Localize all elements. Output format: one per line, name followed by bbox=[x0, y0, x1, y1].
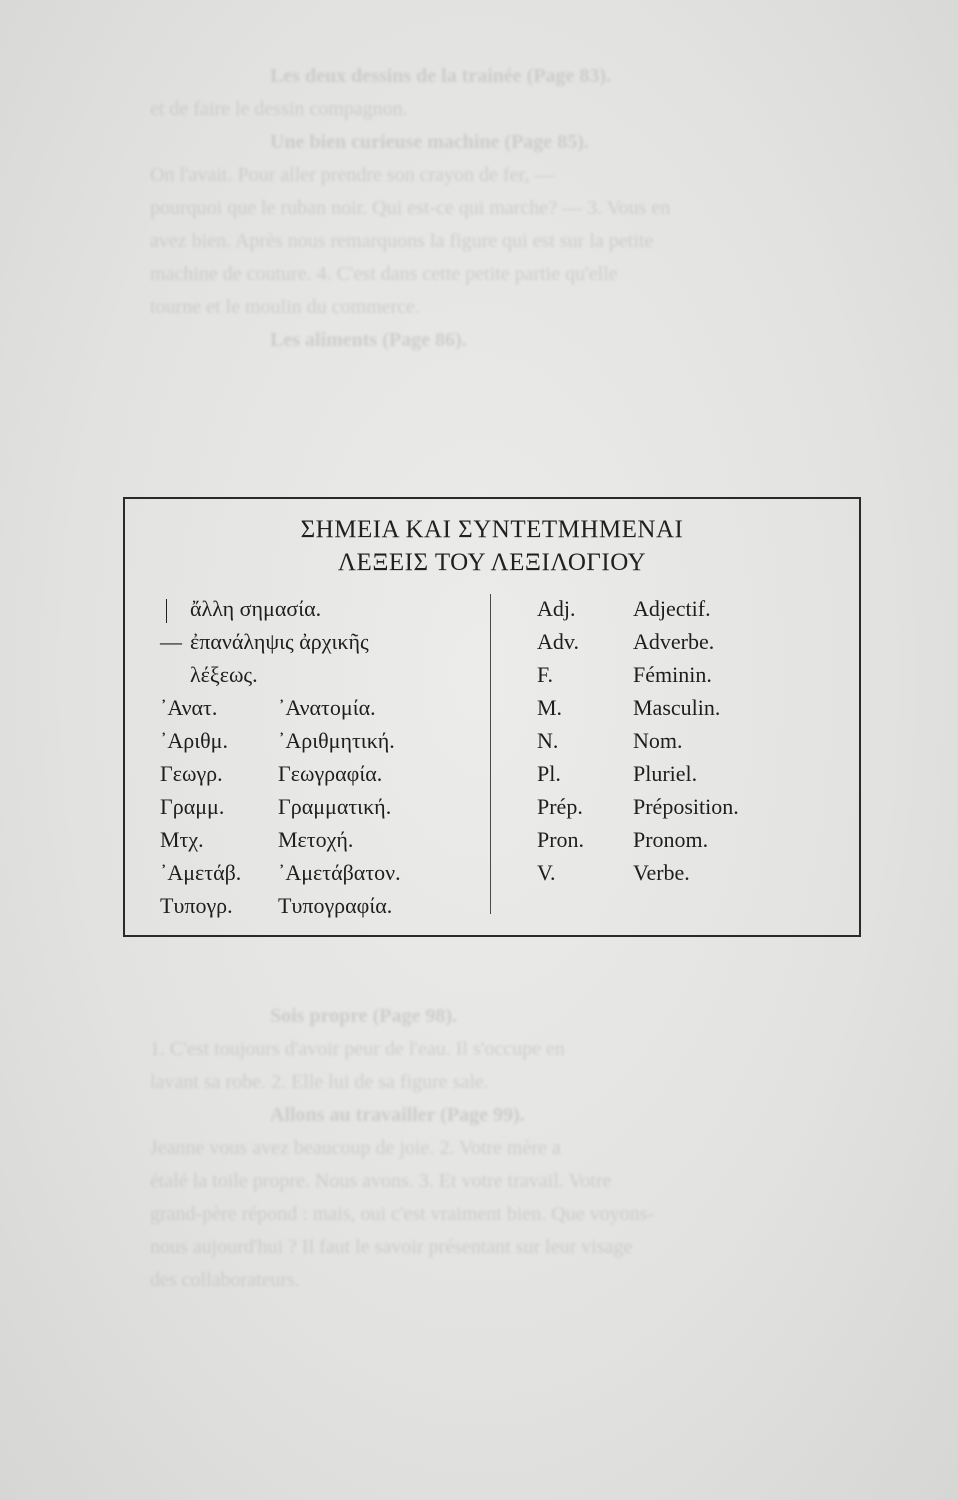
abbreviation-expansion: Nom. bbox=[633, 728, 683, 753]
abbreviation: ᾿Ανατ. bbox=[160, 695, 218, 720]
bleed-through-text-bottom bbox=[150, 1000, 890, 1297]
bleed-line: des collaborateurs. bbox=[150, 1269, 300, 1291]
abbreviation-row bbox=[160, 724, 480, 757]
abbreviations-box bbox=[123, 497, 861, 937]
bleed-line: Les deux dessins de la trainée (Page 83). bbox=[270, 65, 612, 87]
abbreviation-expansion: ᾿Αριθμητική. bbox=[278, 728, 395, 753]
bleed-line: machine de couture. 4. C'est dans cette petite partie qu'elle bbox=[150, 263, 618, 285]
bleed-line: 1. C'est toujours d'avoir peur de l'eau. Il s'occupe en bbox=[150, 1038, 565, 1060]
abbreviation-row bbox=[160, 757, 480, 790]
abbreviation-expansion: ᾿Ανατομία. bbox=[278, 695, 376, 720]
abbreviation-expansion: Verbe. bbox=[633, 860, 690, 885]
box-title-line-2: ΛΕΞΕΙΣ ΤΟΥ ΛΕΞΙΛΟΓΙΟΥ bbox=[337, 549, 647, 576]
dash-symbol: — bbox=[160, 629, 182, 654]
bleed-line: Les aliments (Page 86). bbox=[270, 329, 467, 351]
abbreviation: Μτχ. bbox=[160, 827, 204, 852]
bleed-line: étalé la toile propre. Nous avons. 3. Et votre travail. Votre bbox=[150, 1170, 612, 1192]
abbreviation: F. bbox=[537, 662, 553, 687]
abbreviation: M. bbox=[537, 695, 563, 720]
abbreviation: Τυπογρ. bbox=[160, 893, 233, 918]
abbreviation-row bbox=[537, 724, 847, 757]
abbreviation-row bbox=[537, 592, 847, 625]
bleed-line: Une bien curieuse machine (Page 85). bbox=[270, 131, 589, 153]
abbreviation: Pron. bbox=[537, 827, 585, 852]
abbreviation-row bbox=[160, 823, 480, 856]
bleed-line: nous aujourd'hui ? Il faut le savoir présentant sur leur visage bbox=[150, 1236, 633, 1258]
abbreviation-row bbox=[160, 889, 480, 922]
abbreviation-row bbox=[160, 856, 480, 889]
abbreviation: Adj. bbox=[537, 596, 576, 621]
abbreviation-expansion: Masculin. bbox=[633, 695, 721, 720]
bleed-line: lavant sa robe. 2. Elle lui de sa figure sale. bbox=[150, 1071, 489, 1093]
abbreviation-row bbox=[537, 691, 847, 724]
bleed-line: On l'avait. Pour aller prendre son crayon de fer, — bbox=[150, 164, 555, 186]
abbreviation-row bbox=[537, 757, 847, 790]
abbreviation-row bbox=[537, 856, 847, 889]
abbreviation-row bbox=[537, 823, 847, 856]
abbreviation-row bbox=[160, 691, 480, 724]
bleed-line: et de faire le dessin compagnon. bbox=[150, 98, 408, 120]
abbreviation: Γεωγρ. bbox=[160, 761, 223, 786]
abbreviation-expansion: ᾿Αμετάβατον. bbox=[278, 860, 401, 885]
bar-symbol bbox=[160, 592, 190, 625]
symbol-row bbox=[160, 625, 480, 658]
symbol-meaning: ἐπανάληψις ἀρχικῆς bbox=[190, 629, 369, 654]
abbreviation-expansion: Γραμματική. bbox=[278, 794, 392, 819]
abbreviation-expansion: Μετοχή. bbox=[278, 827, 354, 852]
bleed-line: Sois propre (Page 98). bbox=[270, 1005, 458, 1027]
bleed-through-text-top bbox=[150, 60, 890, 357]
abbreviation-expansion: Τυπογραφία. bbox=[278, 893, 393, 918]
symbol-meaning-continued: λέξεως. bbox=[190, 662, 258, 687]
bleed-line: tourne et le moulin du commerce. bbox=[150, 296, 420, 318]
abbreviation-expansion: Pronom. bbox=[633, 827, 709, 852]
abbreviation-row bbox=[160, 790, 480, 823]
abbreviation-row bbox=[537, 790, 847, 823]
abbreviation-expansion: Adverbe. bbox=[633, 629, 715, 654]
abbreviation-row bbox=[537, 625, 847, 658]
bleed-line: grand-père répond : mais, oui c'est vraiment bien. Que voyons- bbox=[150, 1203, 655, 1225]
column-divider bbox=[490, 594, 491, 914]
abbreviation: Adv. bbox=[537, 629, 579, 654]
abbreviation: ᾿Αμετάβ. bbox=[160, 860, 242, 885]
abbreviation: ᾿Αριθμ. bbox=[160, 728, 228, 753]
abbreviation: Prép. bbox=[537, 794, 583, 819]
abbreviation: N. bbox=[537, 728, 559, 753]
abbreviation: Pl. bbox=[537, 761, 561, 786]
symbol-meaning: ἄλλη σημασία. bbox=[190, 596, 322, 621]
abbreviation-expansion: Féminin. bbox=[633, 662, 712, 687]
symbol-row bbox=[160, 592, 480, 625]
bleed-line: pourquoi que le ruban noir. Qui est-ce qui marche? — 3. Vous en bbox=[150, 197, 671, 219]
bleed-line: Jeanne vous avez beaucoup de joie. 2. Votre mère a bbox=[150, 1137, 561, 1159]
abbreviation-expansion: Pluriel. bbox=[633, 761, 698, 786]
abbreviation: Γραμμ. bbox=[160, 794, 225, 819]
bleed-line: Allons au travailler (Page 99). bbox=[270, 1104, 525, 1126]
french-column bbox=[537, 592, 847, 889]
abbreviation-row bbox=[537, 658, 847, 691]
abbreviation-expansion: Préposition. bbox=[633, 794, 739, 819]
abbreviation-expansion: Γεωγραφία. bbox=[278, 761, 383, 786]
abbreviation: V. bbox=[537, 860, 556, 885]
abbreviation-expansion: Adjectif. bbox=[633, 596, 711, 621]
bleed-line: avez bien. Après nous remarquons la figure qui est sur la petite bbox=[150, 230, 654, 252]
greek-column bbox=[160, 592, 480, 922]
box-title-line-1: ΣΗΜΕΙΑ ΚΑΙ ΣΥΝΤΕΤΜΗΜΕΝΑΙ bbox=[300, 516, 684, 543]
